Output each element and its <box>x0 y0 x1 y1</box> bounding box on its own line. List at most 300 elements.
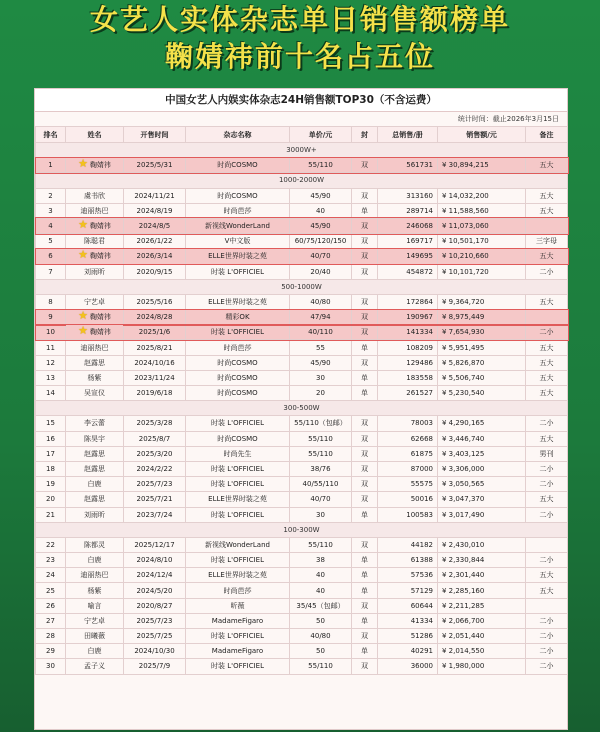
tier-label: 500-1000W <box>36 279 568 294</box>
sold-cell: 190967 <box>378 310 438 325</box>
name-cell: 迪丽热巴 <box>66 340 124 355</box>
table-row <box>36 507 568 522</box>
name-cell: 赵露思 <box>66 461 124 476</box>
sold-cell: 36000 <box>378 659 438 674</box>
cover-cell: 双 <box>352 234 378 249</box>
table-row <box>36 446 568 461</box>
date-cell: 2024/8/10 <box>124 553 186 568</box>
table-row <box>36 218 568 233</box>
sales-cell: ¥ 1,980,000 <box>438 659 526 674</box>
price-cell: 40/80 <box>290 629 352 644</box>
star-icon: ★ <box>78 309 88 323</box>
rank-cell: 12 <box>36 355 66 370</box>
magazine-cell: ELLE世界时装之苑 <box>186 492 290 507</box>
table-row <box>36 416 568 431</box>
sales-cell: ¥ 30,894,215 <box>438 158 526 173</box>
magazine-cell: 时尚COSMO <box>186 355 290 370</box>
note-cell: 二小 <box>526 553 568 568</box>
note-cell: 二小 <box>526 644 568 659</box>
date-cell: 2025/8/7 <box>124 431 186 446</box>
sales-cell: ¥ 10,501,170 <box>438 234 526 249</box>
table-title: 中国女艺人内娱实体杂志24H销售额TOP30（不含运费） <box>35 89 567 112</box>
date-cell: 2019/6/18 <box>124 386 186 401</box>
table-row <box>36 568 568 583</box>
sales-cell: ¥ 4,290,165 <box>438 416 526 431</box>
cover-cell: 双 <box>352 431 378 446</box>
banner-title: 女艺人实体杂志单日销售额榜单 <box>89 3 510 36</box>
rank-cell: 21 <box>36 507 66 522</box>
table-row <box>36 629 568 644</box>
price-cell: 38 <box>290 553 352 568</box>
table-row <box>36 340 568 355</box>
table-row <box>36 355 568 370</box>
price-cell: 45/90 <box>290 218 352 233</box>
price-cell: 55/110 <box>290 537 352 552</box>
name-text: 鞠婧祎 <box>89 252 111 261</box>
name-cell: 迪丽热巴 <box>66 203 124 218</box>
note-cell: 五大 <box>526 568 568 583</box>
note-cell: 五大 <box>526 583 568 598</box>
sales-cell: ¥ 8,975,449 <box>438 310 526 325</box>
sold-cell: 78003 <box>378 416 438 431</box>
cover-cell: 单 <box>352 613 378 628</box>
price-cell: 55/110 <box>290 446 352 461</box>
note-cell: 五大 <box>526 386 568 401</box>
rank-cell: 19 <box>36 477 66 492</box>
price-cell: 30 <box>290 507 352 522</box>
price-cell: 20/40 <box>290 264 352 279</box>
name-cell: 赵露思 <box>66 492 124 507</box>
cover-cell: 单 <box>352 370 378 385</box>
name-cell: 宁艺卓 <box>66 613 124 628</box>
note-cell: 二小 <box>526 461 568 476</box>
sold-cell: 61388 <box>378 553 438 568</box>
star-icon: ★ <box>78 248 88 262</box>
magazine-cell: V中文版 <box>186 234 290 249</box>
rank-cell: 28 <box>36 629 66 644</box>
tier-row <box>36 279 568 294</box>
name-cell: 刘雨昕 <box>66 264 124 279</box>
cover-cell: 单 <box>352 507 378 522</box>
cover-cell: 双 <box>352 477 378 492</box>
date-cell: 2025/3/28 <box>124 416 186 431</box>
name-text: 鞠婧祎 <box>89 328 111 337</box>
cover-cell: 双 <box>352 446 378 461</box>
sales-cell: ¥ 3,047,370 <box>438 492 526 507</box>
date-cell: 2023/11/24 <box>124 370 186 385</box>
name-cell <box>66 249 124 264</box>
sold-cell: 57536 <box>378 568 438 583</box>
price-cell: 40/80 <box>290 294 352 309</box>
date-cell: 2026/3/14 <box>124 249 186 264</box>
ranking-sheet <box>34 88 568 730</box>
magazine-cell: 时装 L'OFFICIEL <box>186 325 290 340</box>
sold-cell: 289714 <box>378 203 438 218</box>
note-cell: 二小 <box>526 416 568 431</box>
sold-cell: 62668 <box>378 431 438 446</box>
date-cell: 2024/8/19 <box>124 203 186 218</box>
sold-cell: 44182 <box>378 537 438 552</box>
note-cell: 二小 <box>526 477 568 492</box>
date-cell: 2024/11/21 <box>124 188 186 203</box>
sales-cell: ¥ 3,403,125 <box>438 446 526 461</box>
note-cell: 五大 <box>526 355 568 370</box>
rank-cell: 2 <box>36 188 66 203</box>
tier-label: 100-300W <box>36 522 568 537</box>
note-cell: 二小 <box>526 264 568 279</box>
date-cell: 2024/5/20 <box>124 583 186 598</box>
cover-cell: 单 <box>352 203 378 218</box>
name-cell: 刘雨昕 <box>66 507 124 522</box>
rank-cell: 13 <box>36 370 66 385</box>
note-cell: 五大 <box>526 158 568 173</box>
col-cover: 封 <box>352 127 378 143</box>
magazine-cell: MadameFigaro <box>186 613 290 628</box>
date-cell: 2024/10/16 <box>124 355 186 370</box>
rank-cell: 20 <box>36 492 66 507</box>
name-text: 鞠婧祎 <box>89 313 111 322</box>
note-cell: 二小 <box>526 659 568 674</box>
magazine-cell: 时装 L'OFFICIEL <box>186 416 290 431</box>
rank-cell: 25 <box>36 583 66 598</box>
cover-cell: 单 <box>352 568 378 583</box>
table-row <box>36 203 568 218</box>
table-row <box>36 477 568 492</box>
table-row <box>36 583 568 598</box>
magazine-cell: 精彩OK <box>186 310 290 325</box>
rank-cell: 22 <box>36 537 66 552</box>
price-cell: 38/76 <box>290 461 352 476</box>
note-cell: 五大 <box>526 492 568 507</box>
table-row <box>36 537 568 552</box>
date-cell: 2024/10/30 <box>124 644 186 659</box>
name-cell <box>66 218 124 233</box>
date-cell: 2025/5/31 <box>124 158 186 173</box>
name-cell <box>66 158 124 173</box>
date-cell: 2025/7/25 <box>124 629 186 644</box>
note-cell: 五大 <box>526 249 568 264</box>
price-cell: 40 <box>290 568 352 583</box>
table-row <box>36 370 568 385</box>
tier-row <box>36 401 568 416</box>
date-cell: 2025/7/23 <box>124 477 186 492</box>
table-row <box>36 461 568 476</box>
sales-cell: ¥ 10,101,720 <box>438 264 526 279</box>
name-cell: 孟子义 <box>66 659 124 674</box>
sales-cell: ¥ 2,285,160 <box>438 583 526 598</box>
date-cell: 2024/8/28 <box>124 310 186 325</box>
sales-cell: ¥ 5,230,540 <box>438 386 526 401</box>
table-row <box>36 613 568 628</box>
sales-cell: ¥ 5,826,870 <box>438 355 526 370</box>
sold-cell: 141334 <box>378 325 438 340</box>
price-cell: 55/110 <box>290 659 352 674</box>
date-cell: 2025/8/21 <box>124 340 186 355</box>
rank-cell: 29 <box>36 644 66 659</box>
magazine-cell: 时装 L'OFFICIEL <box>186 461 290 476</box>
table-row <box>36 553 568 568</box>
sold-cell: 172864 <box>378 294 438 309</box>
sold-cell: 129486 <box>378 355 438 370</box>
col-sales: 销售额/元 <box>438 127 526 143</box>
banner-subtitle: 鞠婧祎前十名占五位 <box>164 40 435 73</box>
sales-cell: ¥ 2,301,440 <box>438 568 526 583</box>
sold-cell: 149695 <box>378 249 438 264</box>
rank-cell: 7 <box>36 264 66 279</box>
star-icon: ★ <box>78 324 88 338</box>
cover-cell: 双 <box>352 218 378 233</box>
magazine-cell: ELLE世界时装之苑 <box>186 249 290 264</box>
cover-cell: 双 <box>352 537 378 552</box>
magazine-cell: 新视线WonderLand <box>186 537 290 552</box>
date-cell: 2024/8/5 <box>124 218 186 233</box>
sold-cell: 454872 <box>378 264 438 279</box>
table-row <box>36 249 568 264</box>
note-cell: 五大 <box>526 370 568 385</box>
price-cell: 40 <box>290 583 352 598</box>
sales-cell: ¥ 11,588,560 <box>438 203 526 218</box>
date-cell: 2025/5/16 <box>124 294 186 309</box>
magazine-cell: 时装 L'OFFICIEL <box>186 264 290 279</box>
sold-cell: 561731 <box>378 158 438 173</box>
price-cell: 45/90 <box>290 355 352 370</box>
price-cell: 20 <box>290 386 352 401</box>
cover-cell: 双 <box>352 461 378 476</box>
date-cell: 2025/12/17 <box>124 537 186 552</box>
col-sold: 总销售/册 <box>378 127 438 143</box>
price-cell: 55/110（包邮） <box>290 416 352 431</box>
sold-cell: 87000 <box>378 461 438 476</box>
sold-cell: 57129 <box>378 583 438 598</box>
magazine-cell: ELLE世界时装之苑 <box>186 294 290 309</box>
note-cell <box>526 218 568 233</box>
price-cell: 35/45（包邮） <box>290 598 352 613</box>
star-icon: ★ <box>78 218 88 232</box>
cover-cell: 双 <box>352 416 378 431</box>
price-cell: 40/55/110 <box>290 477 352 492</box>
magazine-cell: 时装 L'OFFICIEL <box>186 629 290 644</box>
date-cell: 2020/9/15 <box>124 264 186 279</box>
cover-cell: 单 <box>352 583 378 598</box>
rank-cell: 4 <box>36 218 66 233</box>
sales-cell: ¥ 5,506,740 <box>438 370 526 385</box>
cover-cell: 单 <box>352 340 378 355</box>
price-cell: 55/110 <box>290 158 352 173</box>
date-cell: 2023/7/24 <box>124 507 186 522</box>
sold-cell: 60644 <box>378 598 438 613</box>
table-row <box>36 234 568 249</box>
tier-row <box>36 522 568 537</box>
name-cell: 迪丽热巴 <box>66 568 124 583</box>
cover-cell: 双 <box>352 659 378 674</box>
price-cell: 55/110 <box>290 431 352 446</box>
price-cell: 40/110 <box>290 325 352 340</box>
date-cell: 2025/3/20 <box>124 446 186 461</box>
cover-cell: 双 <box>352 158 378 173</box>
table-row <box>36 598 568 613</box>
ranking-table <box>35 126 568 675</box>
name-cell: 陈昊宇 <box>66 431 124 446</box>
cover-cell: 双 <box>352 310 378 325</box>
rank-cell: 27 <box>36 613 66 628</box>
sales-cell: ¥ 5,951,495 <box>438 340 526 355</box>
rank-cell: 23 <box>36 553 66 568</box>
date-cell: 2024/2/22 <box>124 461 186 476</box>
star-icon: ★ <box>78 157 88 171</box>
cover-cell: 双 <box>352 249 378 264</box>
rank-cell: 17 <box>36 446 66 461</box>
rank-cell: 26 <box>36 598 66 613</box>
magazine-cell: 新视线WonderLand <box>186 218 290 233</box>
sold-cell: 183558 <box>378 370 438 385</box>
rank-cell: 14 <box>36 386 66 401</box>
note-cell: 二小 <box>526 629 568 644</box>
rank-cell: 6 <box>36 249 66 264</box>
table-row <box>36 264 568 279</box>
name-cell: 白鹿 <box>66 477 124 492</box>
sold-cell: 100583 <box>378 507 438 522</box>
sold-cell: 169717 <box>378 234 438 249</box>
magazine-cell: 时尚COSMO <box>186 431 290 446</box>
name-cell: 宁艺卓 <box>66 294 124 309</box>
cover-cell: 双 <box>352 492 378 507</box>
sales-cell: ¥ 7,654,930 <box>438 325 526 340</box>
table-row <box>36 294 568 309</box>
rank-cell: 10 <box>36 325 66 340</box>
price-cell: 47/94 <box>290 310 352 325</box>
note-cell: 男刊 <box>526 446 568 461</box>
tier-label: 1000-2000W <box>36 173 568 188</box>
date-cell: 2026/1/22 <box>124 234 186 249</box>
sales-cell: ¥ 2,211,285 <box>438 598 526 613</box>
name-cell: 虞书欣 <box>66 188 124 203</box>
note-cell <box>526 537 568 552</box>
rank-cell: 16 <box>36 431 66 446</box>
col-name: 姓名 <box>66 127 124 143</box>
table-row <box>36 386 568 401</box>
table-body <box>36 143 568 675</box>
sales-cell: ¥ 9,364,720 <box>438 294 526 309</box>
sold-cell: 40291 <box>378 644 438 659</box>
rank-cell: 18 <box>36 461 66 476</box>
name-cell: 喻言 <box>66 598 124 613</box>
sales-cell: ¥ 11,073,060 <box>438 218 526 233</box>
name-cell: 田曦薇 <box>66 629 124 644</box>
magazine-cell: 时尚COSMO <box>186 188 290 203</box>
price-cell: 40 <box>290 203 352 218</box>
magazine-cell: 时装 L'OFFICIEL <box>186 507 290 522</box>
name-text: 鞠婧祎 <box>89 222 111 231</box>
tier-label: 3000W+ <box>36 143 568 158</box>
name-cell: 白鹿 <box>66 644 124 659</box>
cover-cell: 单 <box>352 386 378 401</box>
note-cell <box>526 310 568 325</box>
sales-cell: ¥ 2,066,700 <box>438 613 526 628</box>
date-cell: 2024/12/4 <box>124 568 186 583</box>
price-cell: 40/70 <box>290 249 352 264</box>
date-cell: 2025/7/21 <box>124 492 186 507</box>
sales-cell: ¥ 2,430,010 <box>438 537 526 552</box>
col-price: 单价/元 <box>290 127 352 143</box>
note-cell: 五大 <box>526 431 568 446</box>
name-text: 鞠婧祎 <box>89 161 111 170</box>
sold-cell: 51286 <box>378 629 438 644</box>
name-cell: 陈聪君 <box>66 234 124 249</box>
magazine-cell: 时尚芭莎 <box>186 340 290 355</box>
table-row <box>36 644 568 659</box>
note-cell: 五大 <box>526 340 568 355</box>
rank-cell: 11 <box>36 340 66 355</box>
rank-cell: 5 <box>36 234 66 249</box>
rank-cell: 1 <box>36 158 66 173</box>
note-cell: 五大 <box>526 294 568 309</box>
magazine-cell: 时尚COSMO <box>186 386 290 401</box>
sales-cell: ¥ 3,017,490 <box>438 507 526 522</box>
date-cell: 2025/7/23 <box>124 613 186 628</box>
name-cell <box>66 310 124 325</box>
magazine-cell: 时尚芭莎 <box>186 583 290 598</box>
name-cell <box>66 325 124 340</box>
sales-cell: ¥ 2,051,440 <box>438 629 526 644</box>
rank-cell: 9 <box>36 310 66 325</box>
cover-cell: 双 <box>352 629 378 644</box>
magazine-cell: 时装 L'OFFICIEL <box>186 659 290 674</box>
table-row <box>36 188 568 203</box>
sold-cell: 50016 <box>378 492 438 507</box>
sales-cell: ¥ 3,446,740 <box>438 431 526 446</box>
date-cell: 2020/8/27 <box>124 598 186 613</box>
sold-cell: 246068 <box>378 218 438 233</box>
note-cell: 五大 <box>526 188 568 203</box>
name-cell: 吴宣仪 <box>66 386 124 401</box>
note-cell <box>526 598 568 613</box>
rank-cell: 15 <box>36 416 66 431</box>
sold-cell: 261527 <box>378 386 438 401</box>
sales-cell: ¥ 3,306,000 <box>438 461 526 476</box>
magazine-cell: MadameFigaro <box>186 644 290 659</box>
table-row <box>36 492 568 507</box>
rank-cell: 24 <box>36 568 66 583</box>
tier-label: 300-500W <box>36 401 568 416</box>
price-cell: 60/75/120/150 <box>290 234 352 249</box>
note-cell: 五大 <box>526 203 568 218</box>
sold-cell: 61875 <box>378 446 438 461</box>
magazine-cell: 时尚先生 <box>186 446 290 461</box>
cover-cell: 双 <box>352 294 378 309</box>
sales-cell: ¥ 3,050,565 <box>438 477 526 492</box>
magazine-cell: 时尚芭莎 <box>186 203 290 218</box>
cover-cell: 双 <box>352 598 378 613</box>
col-date: 开售时间 <box>124 127 186 143</box>
magazine-cell: 时尚COSMO <box>186 370 290 385</box>
sold-cell: 108209 <box>378 340 438 355</box>
cover-cell: 双 <box>352 325 378 340</box>
tier-row <box>36 173 568 188</box>
name-cell: 赵露思 <box>66 446 124 461</box>
stat-time: 统计时间：截止2026年3月15日 <box>457 115 559 123</box>
price-cell: 50 <box>290 613 352 628</box>
table-row <box>36 431 568 446</box>
name-cell: 李云蕾 <box>66 416 124 431</box>
sales-cell: ¥ 14,032,200 <box>438 188 526 203</box>
magazine-cell: ELLE世界时装之苑 <box>186 568 290 583</box>
price-cell: 55 <box>290 340 352 355</box>
note-cell: 三字母 <box>526 234 568 249</box>
magazine-cell: 昕薇 <box>186 598 290 613</box>
magazine-cell: 时尚COSMO <box>186 158 290 173</box>
tier-row <box>36 143 568 158</box>
cover-cell: 单 <box>352 553 378 568</box>
